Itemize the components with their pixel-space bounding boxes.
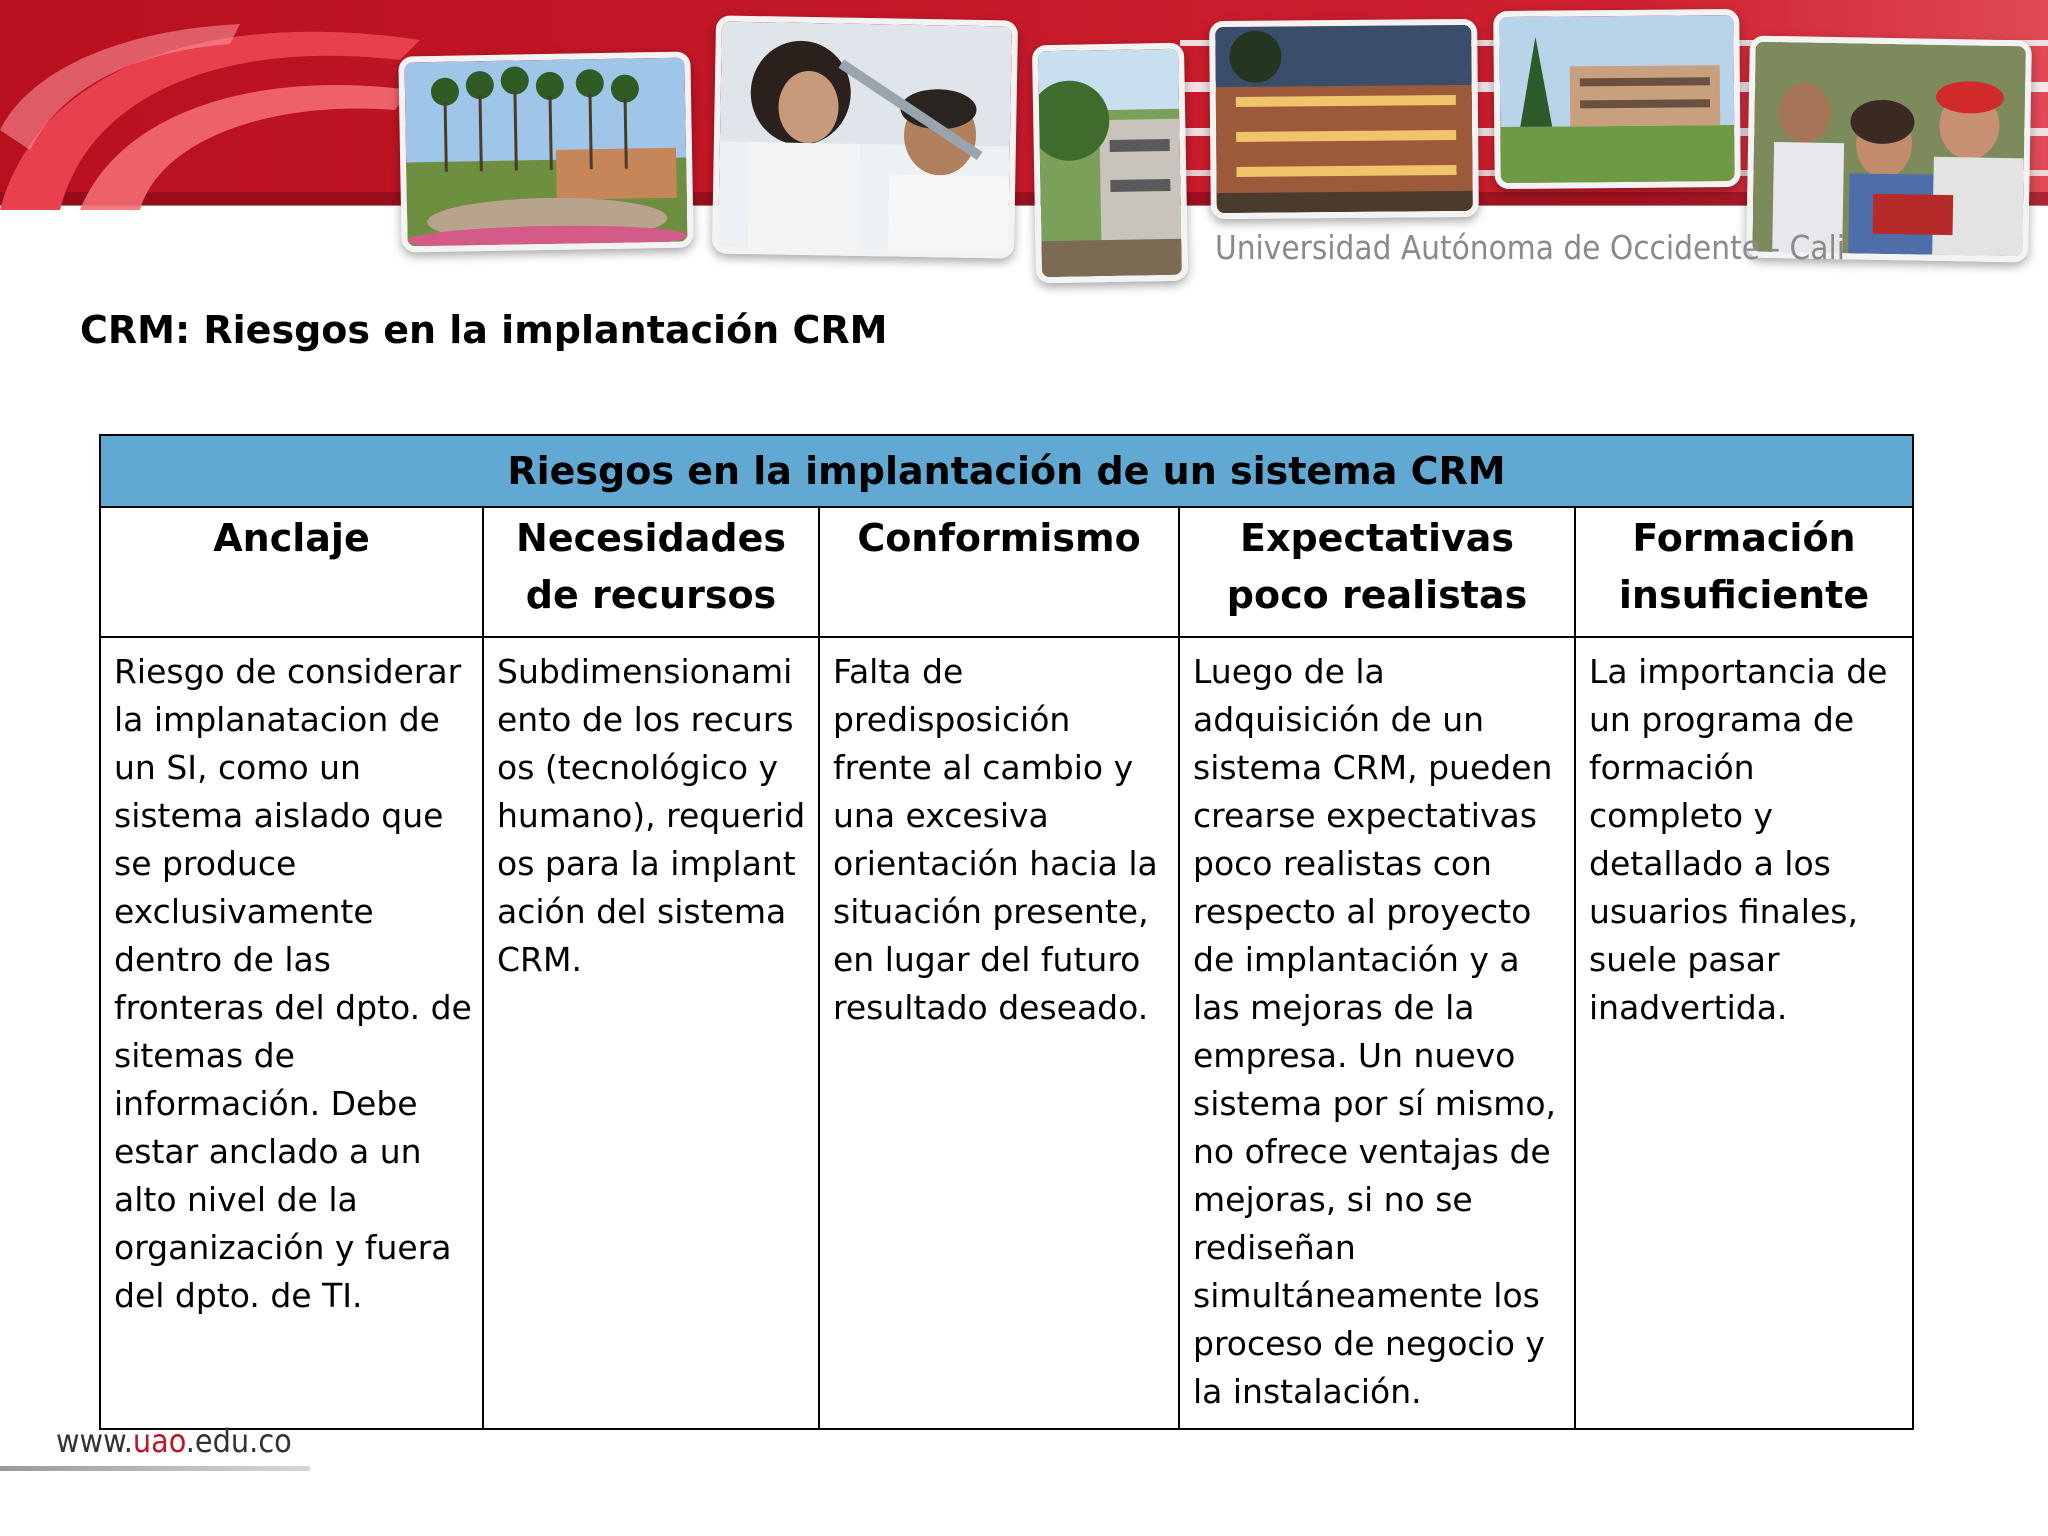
slide-title: CRM: Riesgos en la implantación CRM	[80, 308, 888, 352]
cell-necesidades: Subdimensionamiento de los recursos (tecnológico y humano), requeridos para la implantación del sistema CRM.	[483, 637, 819, 1429]
cell-expectativas: Luego de la adquisición de un sistema CRM, pueden crearse expectativas poco realistas con respecto al proyecto de implantación y a las mejoras de la empresa. Un nuevo sistema por sí mismo, no ofrece ventajas de mejoras, si no se rediseñan simultáneamente los proceso de negocio y la instalación.	[1179, 637, 1575, 1429]
campus-lawn-photo	[1493, 9, 1741, 189]
website-link[interactable]	[56, 1422, 292, 1460]
building-evening-photo	[1209, 19, 1479, 219]
url-prefix: www.	[56, 1422, 133, 1460]
url-suffix: .edu.co	[185, 1422, 292, 1460]
cell-formacion: La importancia de un programa de formación completo y detallado a los usuarios finales, suele pasar inadvertida.	[1575, 637, 1913, 1429]
url-accent: uao	[132, 1422, 186, 1460]
column-header-conformismo: Conformismo	[819, 507, 1179, 637]
risks-table	[99, 434, 1914, 1430]
table-title: Riesgos en la implantación de un sistema CRM	[100, 435, 1913, 507]
campus-palms-photo	[398, 51, 693, 252]
cell-anclaje: Riesgo de considerar la implanatacion de un SI, como un sistema aislado que se produce exclusivamente dentro de las fronteras del dpto. de sitemas de información. Debe estar anclado a un alto nivel de la organización y fuera del dpto. de TI.	[100, 637, 483, 1429]
header-banner	[0, 0, 2048, 300]
table-header-row	[100, 507, 1913, 637]
footer-divider	[0, 1466, 310, 1471]
lab-students-photo	[712, 15, 1018, 258]
column-header-expectativas: Expectativas poco realistas	[1179, 507, 1575, 637]
building-walkway-photo	[1032, 43, 1188, 284]
university-name: Universidad Autónoma de Occidente - Cali	[1215, 228, 1845, 267]
column-header-necesidades: Necesidades de recursos	[483, 507, 819, 637]
column-header-formacion: Formación insuficiente	[1575, 507, 1913, 637]
column-header-anclaje: Anclaje	[100, 507, 483, 637]
table-title-row	[100, 435, 1913, 507]
table-row	[100, 637, 1913, 1429]
cell-conformismo: Falta de predisposición frente al cambio y una excesiva orientación hacia la situación presente, en lugar del futuro resultado deseado.	[819, 637, 1179, 1429]
